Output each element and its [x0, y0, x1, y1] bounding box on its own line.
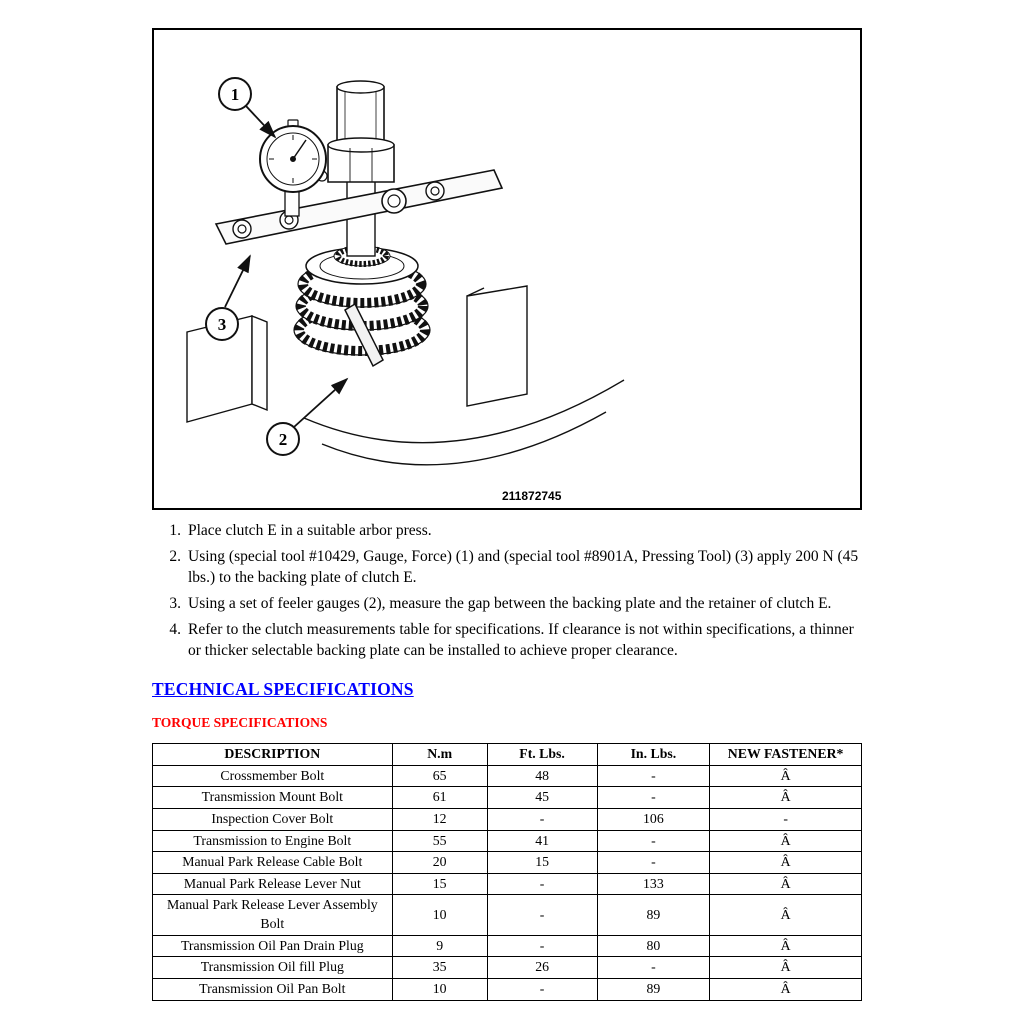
value-cell: -: [487, 808, 597, 830]
value-cell: 9: [392, 935, 487, 957]
description-cell: Transmission Oil fill Plug: [153, 957, 393, 979]
procedure-steps: [152, 520, 862, 661]
value-cell: Â: [710, 873, 862, 895]
torque-table-header: [153, 744, 862, 766]
description-cell: Manual Park Release Lever Assembly Bolt: [153, 895, 393, 935]
value-cell: -: [597, 765, 710, 787]
step-text: Using (special tool #10429, Gauge, Force) (1) and (special tool #8901A, Pressing Tool) (3) apply 200 N (45 lbs.) to the backing plate of clutch E.: [188, 548, 859, 586]
table-header-cell: In. Lbs.: [597, 744, 710, 766]
table-row: [153, 830, 862, 852]
value-cell: -: [487, 978, 597, 1000]
description-cell: Transmission Oil Pan Bolt: [153, 978, 393, 1000]
table-row: [153, 873, 862, 895]
description-cell: Crossmember Bolt: [153, 765, 393, 787]
value-cell: 20: [392, 852, 487, 874]
step-item: [158, 520, 862, 541]
value-cell: 55: [392, 830, 487, 852]
step-text: Place clutch E in a suitable arbor press.: [188, 522, 432, 539]
value-cell: 45: [487, 787, 597, 809]
step-number: 1.: [169, 522, 181, 539]
step-number: 3.: [169, 595, 181, 612]
value-cell: -: [710, 808, 862, 830]
table-row: [153, 895, 862, 935]
description-cell: Manual Park Release Cable Bolt: [153, 852, 393, 874]
value-cell: 61: [392, 787, 487, 809]
table-row: [153, 808, 862, 830]
value-cell: 10: [392, 978, 487, 1000]
table-row: [153, 765, 862, 787]
step-text: Using a set of feeler gauges (2), measure the gap between the backing plate and the retainer of clutch E.: [188, 595, 832, 612]
table-row: [153, 978, 862, 1000]
callout-2: [267, 379, 347, 455]
description-cell: Transmission Mount Bolt: [153, 787, 393, 809]
value-cell: 106: [597, 808, 710, 830]
value-cell: 48: [487, 765, 597, 787]
table-header-cell: DESCRIPTION: [153, 744, 393, 766]
figure-box: [152, 28, 862, 510]
figure-illustration: [154, 30, 860, 508]
step-item: [158, 619, 862, 661]
value-cell: Â: [710, 765, 862, 787]
value-cell: 41: [487, 830, 597, 852]
content: [152, 520, 862, 1001]
value-cell: 12: [392, 808, 487, 830]
value-cell: 133: [597, 873, 710, 895]
value-cell: -: [487, 935, 597, 957]
value-cell: -: [597, 852, 710, 874]
value-cell: -: [597, 957, 710, 979]
torque-specifications-heading: TORQUE SPECIFICATIONS: [152, 715, 328, 730]
table-header-row: [153, 744, 862, 766]
value-cell: -: [487, 895, 597, 935]
svg-text:2: 2: [278, 430, 288, 449]
table-header-cell: Ft. Lbs.: [487, 744, 597, 766]
value-cell: 89: [597, 895, 710, 935]
value-cell: Â: [710, 852, 862, 874]
table-header-cell: N.m: [392, 744, 487, 766]
value-cell: Â: [710, 957, 862, 979]
value-cell: Â: [710, 895, 862, 935]
value-cell: 80: [597, 935, 710, 957]
table-header-cell: NEW FASTENER*: [710, 744, 862, 766]
table-row: [153, 957, 862, 979]
table-row: [153, 852, 862, 874]
value-cell: -: [487, 873, 597, 895]
technical-specifications-heading: TECHNICAL SPECIFICATIONS: [152, 679, 414, 699]
figure-number: 211872745: [502, 489, 562, 503]
value-cell: 15: [487, 852, 597, 874]
value-cell: Â: [710, 935, 862, 957]
step-item: [158, 546, 862, 588]
value-cell: Â: [710, 978, 862, 1000]
step-text: Refer to the clutch measurements table for specifications. If clearance is not within specifications, a thinner or thicker selectable backing plate can be installed to achieve proper clearance.: [188, 621, 854, 659]
description-cell: Transmission to Engine Bolt: [153, 830, 393, 852]
description-cell: Manual Park Release Lever Nut: [153, 873, 393, 895]
description-cell: Transmission Oil Pan Drain Plug: [153, 935, 393, 957]
press-ram: [328, 81, 394, 182]
value-cell: 35: [392, 957, 487, 979]
torque-table-body: [153, 765, 862, 1000]
step-number: 4.: [169, 621, 181, 638]
value-cell: -: [597, 787, 710, 809]
value-cell: -: [597, 830, 710, 852]
table-row: [153, 787, 862, 809]
dial-gauge: [260, 120, 327, 216]
value-cell: 10: [392, 895, 487, 935]
svg-text:1: 1: [230, 85, 240, 104]
value-cell: 89: [597, 978, 710, 1000]
value-cell: 26: [487, 957, 597, 979]
svg-text:3: 3: [217, 315, 227, 334]
table-row: [153, 935, 862, 957]
description-cell: Inspection Cover Bolt: [153, 808, 393, 830]
torque-table: [152, 743, 862, 1001]
callout-1: [219, 78, 275, 137]
step-item: [158, 593, 862, 614]
value-cell: Â: [710, 787, 862, 809]
value-cell: 15: [392, 873, 487, 895]
step-number: 2.: [169, 548, 181, 565]
value-cell: Â: [710, 830, 862, 852]
value-cell: 65: [392, 765, 487, 787]
